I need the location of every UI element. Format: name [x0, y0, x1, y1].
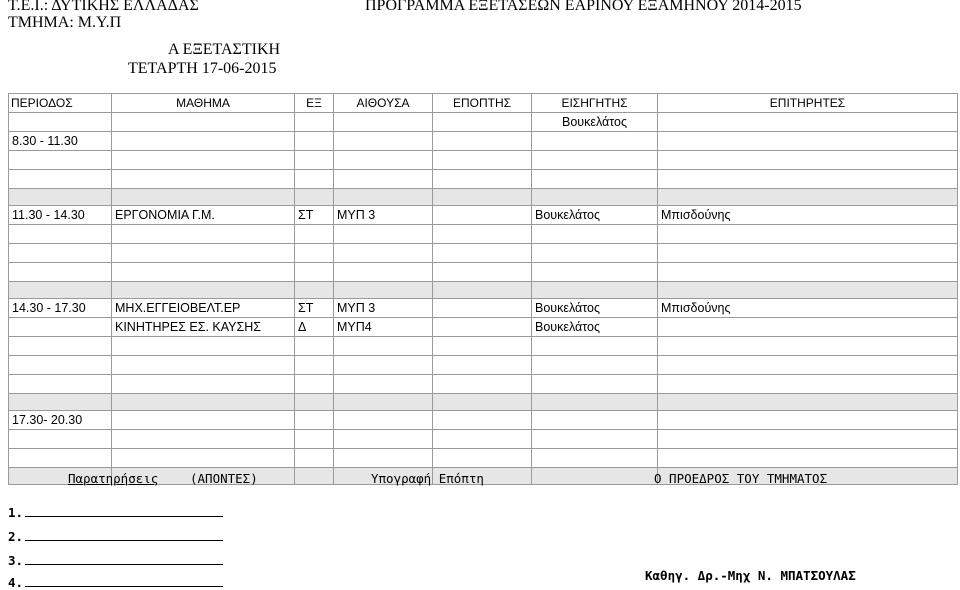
empty-cell: [658, 189, 958, 206]
empty-cell: [112, 189, 295, 206]
column-header: ΕΠΙΤΗΡΗΤΕΣ: [658, 94, 958, 113]
table-cell: [112, 375, 295, 394]
empty-cell: [433, 394, 532, 411]
table-cell: [532, 244, 658, 263]
table-cell: Βουκελάτος: [532, 299, 658, 318]
table-cell: Μπισδούνης: [658, 206, 958, 225]
table-cell: [334, 356, 433, 375]
table-cell: [658, 411, 958, 430]
table-row: [9, 170, 958, 189]
table-cell: [112, 113, 295, 132]
table-cell: Δ: [295, 318, 334, 337]
empty-cell: [532, 189, 658, 206]
table-cell: Μπισδούνης: [658, 299, 958, 318]
column-header: ΕΞ: [295, 94, 334, 113]
table-row: [9, 356, 958, 375]
department-name: ΤΜΗΜΑ: Μ.Υ.Π: [8, 14, 122, 31]
blank-line: [25, 576, 223, 587]
empty-cell: [9, 189, 112, 206]
table-cell: [112, 244, 295, 263]
table-cell: ΜΥΠ 3: [334, 206, 433, 225]
table-cell: [433, 356, 532, 375]
table-cell: [112, 263, 295, 282]
table-cell: [433, 375, 532, 394]
table-row: [9, 225, 958, 244]
table-cell: [9, 151, 112, 170]
empty-cell: [532, 282, 658, 299]
table-cell: [112, 356, 295, 375]
table-cell: 8.30 - 11.30: [9, 132, 112, 151]
table-cell: [433, 225, 532, 244]
table-cell: [433, 337, 532, 356]
table-cell: [334, 430, 433, 449]
column-header: ΕΙΣΗΓΗΤΗΣ: [532, 94, 658, 113]
table-cell: [433, 206, 532, 225]
table-row: [9, 113, 958, 132]
table-cell: [334, 375, 433, 394]
table-cell: [112, 170, 295, 189]
chair-name: Καθηγ. Δρ.-Μηχ Ν. ΜΠΑΤΣΟΥΛΑΣ: [645, 568, 856, 583]
table-cell: [295, 411, 334, 430]
empty-cell: [112, 394, 295, 411]
table-cell: [9, 225, 112, 244]
absent-list-item: 4.: [8, 575, 223, 590]
table-cell: [433, 170, 532, 189]
empty-cell: [112, 282, 295, 299]
exam-schedule-table: [8, 93, 958, 485]
table-cell: ΣΤ: [295, 299, 334, 318]
absent-list-item: 3.: [8, 553, 223, 568]
table-cell: Βουκελάτος: [532, 113, 658, 132]
table-cell: [433, 411, 532, 430]
column-header: ΠΕΡΙΟΔΟΣ: [9, 94, 112, 113]
table-header-row: [9, 94, 958, 113]
absent-list-item: 1.: [8, 505, 223, 520]
table-cell: [112, 430, 295, 449]
table-cell: [658, 430, 958, 449]
empty-cell: [295, 282, 334, 299]
empty-cell: [658, 282, 958, 299]
column-header: ΜΑΘΗΜΑ: [112, 94, 295, 113]
empty-cell: [433, 189, 532, 206]
supervisor-signature-label: Υπογραφή Επόπτη: [371, 471, 484, 486]
table-cell: [334, 151, 433, 170]
table-cell: [112, 411, 295, 430]
table-cell: [658, 318, 958, 337]
table-cell: [433, 318, 532, 337]
table-cell: [334, 132, 433, 151]
table-cell: ΜΥΠ 3: [334, 299, 433, 318]
empty-cell: [334, 189, 433, 206]
table-row: [9, 318, 958, 337]
table-cell: ΚΙΝΗΤΗΡΕΣ ΕΣ. ΚΑΥΣΗΣ: [112, 318, 295, 337]
table-cell: [295, 170, 334, 189]
exam-period: Α ΕΞΕΤΑΣΤΙΚΗ: [168, 41, 281, 58]
empty-cell: [532, 394, 658, 411]
table-row: [9, 132, 958, 151]
table-cell: [9, 113, 112, 132]
empty-cell: [295, 394, 334, 411]
remarks-label: Παρατηρήσεις: [68, 471, 159, 486]
blank-line: [25, 554, 223, 565]
table-row: [9, 337, 958, 356]
table-cell: [532, 263, 658, 282]
table-cell: [532, 356, 658, 375]
exam-date: ΤΕΤΑΡΤΗ 17-06-2015: [128, 60, 277, 77]
table-cell: [532, 411, 658, 430]
table-cell: [532, 170, 658, 189]
table-cell: [112, 225, 295, 244]
absent-list-item: 2.: [8, 529, 223, 544]
empty-cell: [9, 394, 112, 411]
table-cell: [9, 337, 112, 356]
table-cell: [295, 132, 334, 151]
table-row: [9, 375, 958, 394]
table-cell: [112, 449, 295, 468]
separator-row: [9, 282, 958, 299]
column-header: ΑΙΘΟΥΣΑ: [334, 94, 433, 113]
table-cell: [658, 113, 958, 132]
table-row: [9, 244, 958, 263]
table-row: [9, 449, 958, 468]
table-cell: [9, 263, 112, 282]
empty-cell: [658, 394, 958, 411]
table-cell: [9, 318, 112, 337]
institution-name: Τ.Ε.Ι.: ΔΥΤΙΚΗΣ ΕΛΛΑΔΑΣ: [8, 0, 199, 14]
empty-cell: [295, 189, 334, 206]
table-cell: ΕΡΓΟΝΟΜΙΑ Γ.Μ.: [112, 206, 295, 225]
table-cell: 11.30 - 14.30: [9, 206, 112, 225]
schedule-title: ΠΡΟΓΡΑΜΜΑ ΕΞΕΤΑΣΕΩΝ ΕΑΡΙΝΟΥ ΕΞΑΜΗΝΟΥ 2014-2015: [365, 0, 802, 14]
table-cell: [532, 430, 658, 449]
empty-cell: [334, 282, 433, 299]
table-cell: [334, 225, 433, 244]
table-cell: [9, 449, 112, 468]
table-cell: [532, 151, 658, 170]
table-cell: [112, 337, 295, 356]
table-cell: [9, 430, 112, 449]
table-cell: [9, 170, 112, 189]
table-cell: [9, 375, 112, 394]
table-cell: [295, 225, 334, 244]
table-cell: ΜΗΧ.ΕΓΓΕΙΟΒΕΛΤ.ΕΡ: [112, 299, 295, 318]
table-cell: [532, 375, 658, 394]
table-cell: [9, 244, 112, 263]
table-cell: [112, 132, 295, 151]
table-cell: [532, 132, 658, 151]
table-row: [9, 299, 958, 318]
column-header: ΕΠΟΠΤΗΣ: [433, 94, 532, 113]
table-cell: [658, 132, 958, 151]
table-cell: [532, 225, 658, 244]
table-cell: [334, 244, 433, 263]
empty-cell: [334, 394, 433, 411]
table-cell: [295, 430, 334, 449]
table-row: [9, 206, 958, 225]
table-cell: [433, 263, 532, 282]
blank-line: [25, 530, 223, 541]
empty-cell: [295, 468, 334, 485]
separator-row: [9, 394, 958, 411]
empty-cell: [433, 282, 532, 299]
table-cell: [334, 263, 433, 282]
table-cell: [295, 356, 334, 375]
table-cell: Βουκελάτος: [532, 318, 658, 337]
empty-cell: [9, 282, 112, 299]
absent-label: (ΑΠΟΝΤΕΣ): [190, 471, 258, 486]
table-cell: [658, 225, 958, 244]
chair-label: Ο ΠΡΟΕΔΡΟΣ ΤΟΥ ΤΜΗΜΑΤΟΣ: [654, 471, 828, 486]
table-cell: [9, 356, 112, 375]
table-cell: [433, 244, 532, 263]
table-cell: [658, 337, 958, 356]
table-cell: ΣΤ: [295, 206, 334, 225]
table-cell: [295, 113, 334, 132]
table-cell: [433, 113, 532, 132]
table-cell: [334, 337, 433, 356]
table-cell: [295, 263, 334, 282]
table-cell: [658, 375, 958, 394]
table-cell: [658, 356, 958, 375]
table-cell: [334, 113, 433, 132]
table-row: [9, 263, 958, 282]
separator-row: [9, 189, 958, 206]
table-cell: [433, 132, 532, 151]
table-cell: [295, 449, 334, 468]
table-cell: [532, 337, 658, 356]
table-cell: 17.30- 20.30: [9, 411, 112, 430]
table-cell: [658, 244, 958, 263]
table-cell: [658, 449, 958, 468]
table-cell: [295, 375, 334, 394]
table-cell: [433, 299, 532, 318]
table-cell: [334, 411, 433, 430]
table-cell: ΜΥΠ4: [334, 318, 433, 337]
table-cell: [295, 244, 334, 263]
table-cell: [295, 151, 334, 170]
table-cell: [433, 449, 532, 468]
table-cell: Βουκελάτος: [532, 206, 658, 225]
table-cell: [334, 449, 433, 468]
table-cell: [658, 151, 958, 170]
table-cell: [532, 449, 658, 468]
table-cell: [295, 337, 334, 356]
table-cell: [433, 151, 532, 170]
table-cell: [334, 170, 433, 189]
table-row: [9, 430, 958, 449]
blank-line: [25, 506, 223, 517]
table-cell: [658, 170, 958, 189]
table-cell: [112, 151, 295, 170]
table-row: [9, 151, 958, 170]
table-cell: [658, 263, 958, 282]
table-cell: [433, 430, 532, 449]
empty-cell: [532, 468, 658, 485]
table-cell: 14.30 - 17.30: [9, 299, 112, 318]
table-row: [9, 411, 958, 430]
